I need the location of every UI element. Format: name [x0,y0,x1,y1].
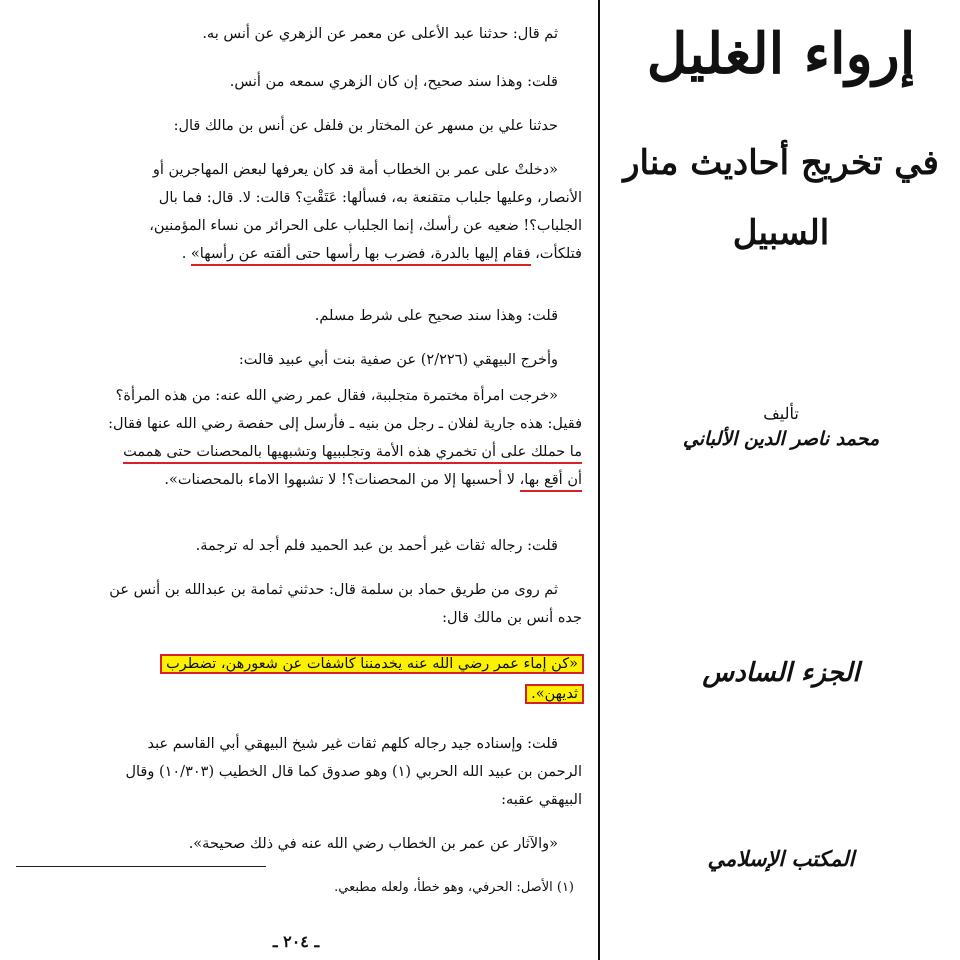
paragraph-9 [14,576,582,632]
quote-line: فقيل: هذه جارية لفلان ـ رجل من بنيه ـ فأرسل إلى حفصة رضي الله عنها فقال: [108,416,582,432]
publisher-name: المكتب الإسلامي [707,846,855,871]
footnote: (١) الأصل: الحرفي، وهو خطأ، ولعله مطبعي. [334,880,574,895]
column-divider [598,0,600,960]
quote-line: الأنصار، وعليها جلباب متقنعة به، فسألها: عَتَقْتِ؟ قالت: لا. قال: فما بال [158,190,582,206]
underlined-phrase: أن أقع بها، [520,472,582,492]
paragraph-line: قلت: وإسناده جيد رجاله كلهم ثقات غير شيخ البيهقي أبي القاسم عبد [147,736,558,752]
book-subtitle: في تخريج أحاديث منار السبيل [623,143,939,253]
paragraph-1: ثم قال: حدثنا عبد الأعلى عن معمر عن الزهري عن أنس به. [202,26,558,42]
underlined-phrase: فقام إليها بالدرة، فضرب بها رأسها حتى ألقته عن رأسها» [191,246,531,266]
author-label: تأليف [763,404,799,423]
quote-umar-jilbab [14,156,582,268]
book-cover [602,0,960,960]
paragraph-line: جده أنس بن مالك قال: [442,610,582,626]
text-page [10,8,582,956]
quote-line [14,466,582,494]
highlighted-text: ثديهن». [527,686,582,702]
quote-rest: لا أحسبها إلا من المحصنات؟! لا تشبهوا الاماء بالمحصنات». [164,472,515,488]
quote-safiyya [14,382,582,494]
author-name: محمد ناصر الدين الألباني [682,428,880,450]
highlight-line [14,680,582,708]
paragraph-12: «والآثار عن عمر بن الخطاب رضي الله عنه في ذلك صحيحة». [188,836,558,852]
quote-line: «خرجت امرأة مختمرة متجلببة، فقال عمر رضي الله عنه: من هذه المرأة؟ [115,388,558,404]
highlighted-text: «كن إماء عمر رضي الله عنه يخدمننا كاشفات عن شعورهن، تضطرب [162,656,582,672]
quote-plain: فتلكأت، [535,246,582,262]
paragraph-line: البيهقي عقبه: [501,792,582,808]
page-number: ـ ٢٠٤ ـ [272,932,320,951]
paragraph-line: الرحمن بن عبيد الله الحربي (١) وهو صدوق كما قال الخطيب (١٠/٣٠٣) وقال [125,764,582,780]
quote-line: الجلباب؟! ضعيه عن رأسك، إنما الجلباب على الحرائر من نساء المؤمنين، [149,218,582,234]
paragraph-5: قلت: وهذا سند صحيح على شرط مسلم. [314,308,558,324]
footnote-divider [16,866,266,867]
paragraph-3: حدثنا علي بن مسهر عن المختار بن فلفل عن أنس بن مالك قال: [173,118,558,134]
paragraph-2: قلت: وهذا سند صحيح، إن كان الزهري سمعه من أنس. [229,74,558,90]
paragraph-11 [14,730,582,814]
paragraph-8: قلت: رجاله ثقات غير أحمد بن عبد الحميد فلم أجد له ترجمة. [195,538,558,554]
volume-label: الجزء السادس [702,658,860,688]
paragraph-6: وأخرج البيهقي (٢/٢٢٦) عن صفية بنت أبي عبيد قالت: [238,352,558,368]
highlight-line [14,650,582,678]
highlighted-quote [14,650,582,708]
underlined-phrase: ما حملك على أن تخمري هذه الأمة وتجلببيها وتشبهيها بالمحصنات حتى هممت [123,444,582,464]
quote-line [14,438,582,466]
quote-end: . [181,246,187,262]
quote-line: «دخلتْ على عمر بن الخطاب أمة قد كان يعرفها لبعض المهاجرين أو [152,162,558,178]
book-title: إرواء الغليل [646,21,916,87]
paragraph-line: ثم روى من طريق حماد بن سلمة قال: حدثني ثمامة بن عبدالله بن أنس عن [109,582,558,598]
quote-line-last [14,240,582,268]
